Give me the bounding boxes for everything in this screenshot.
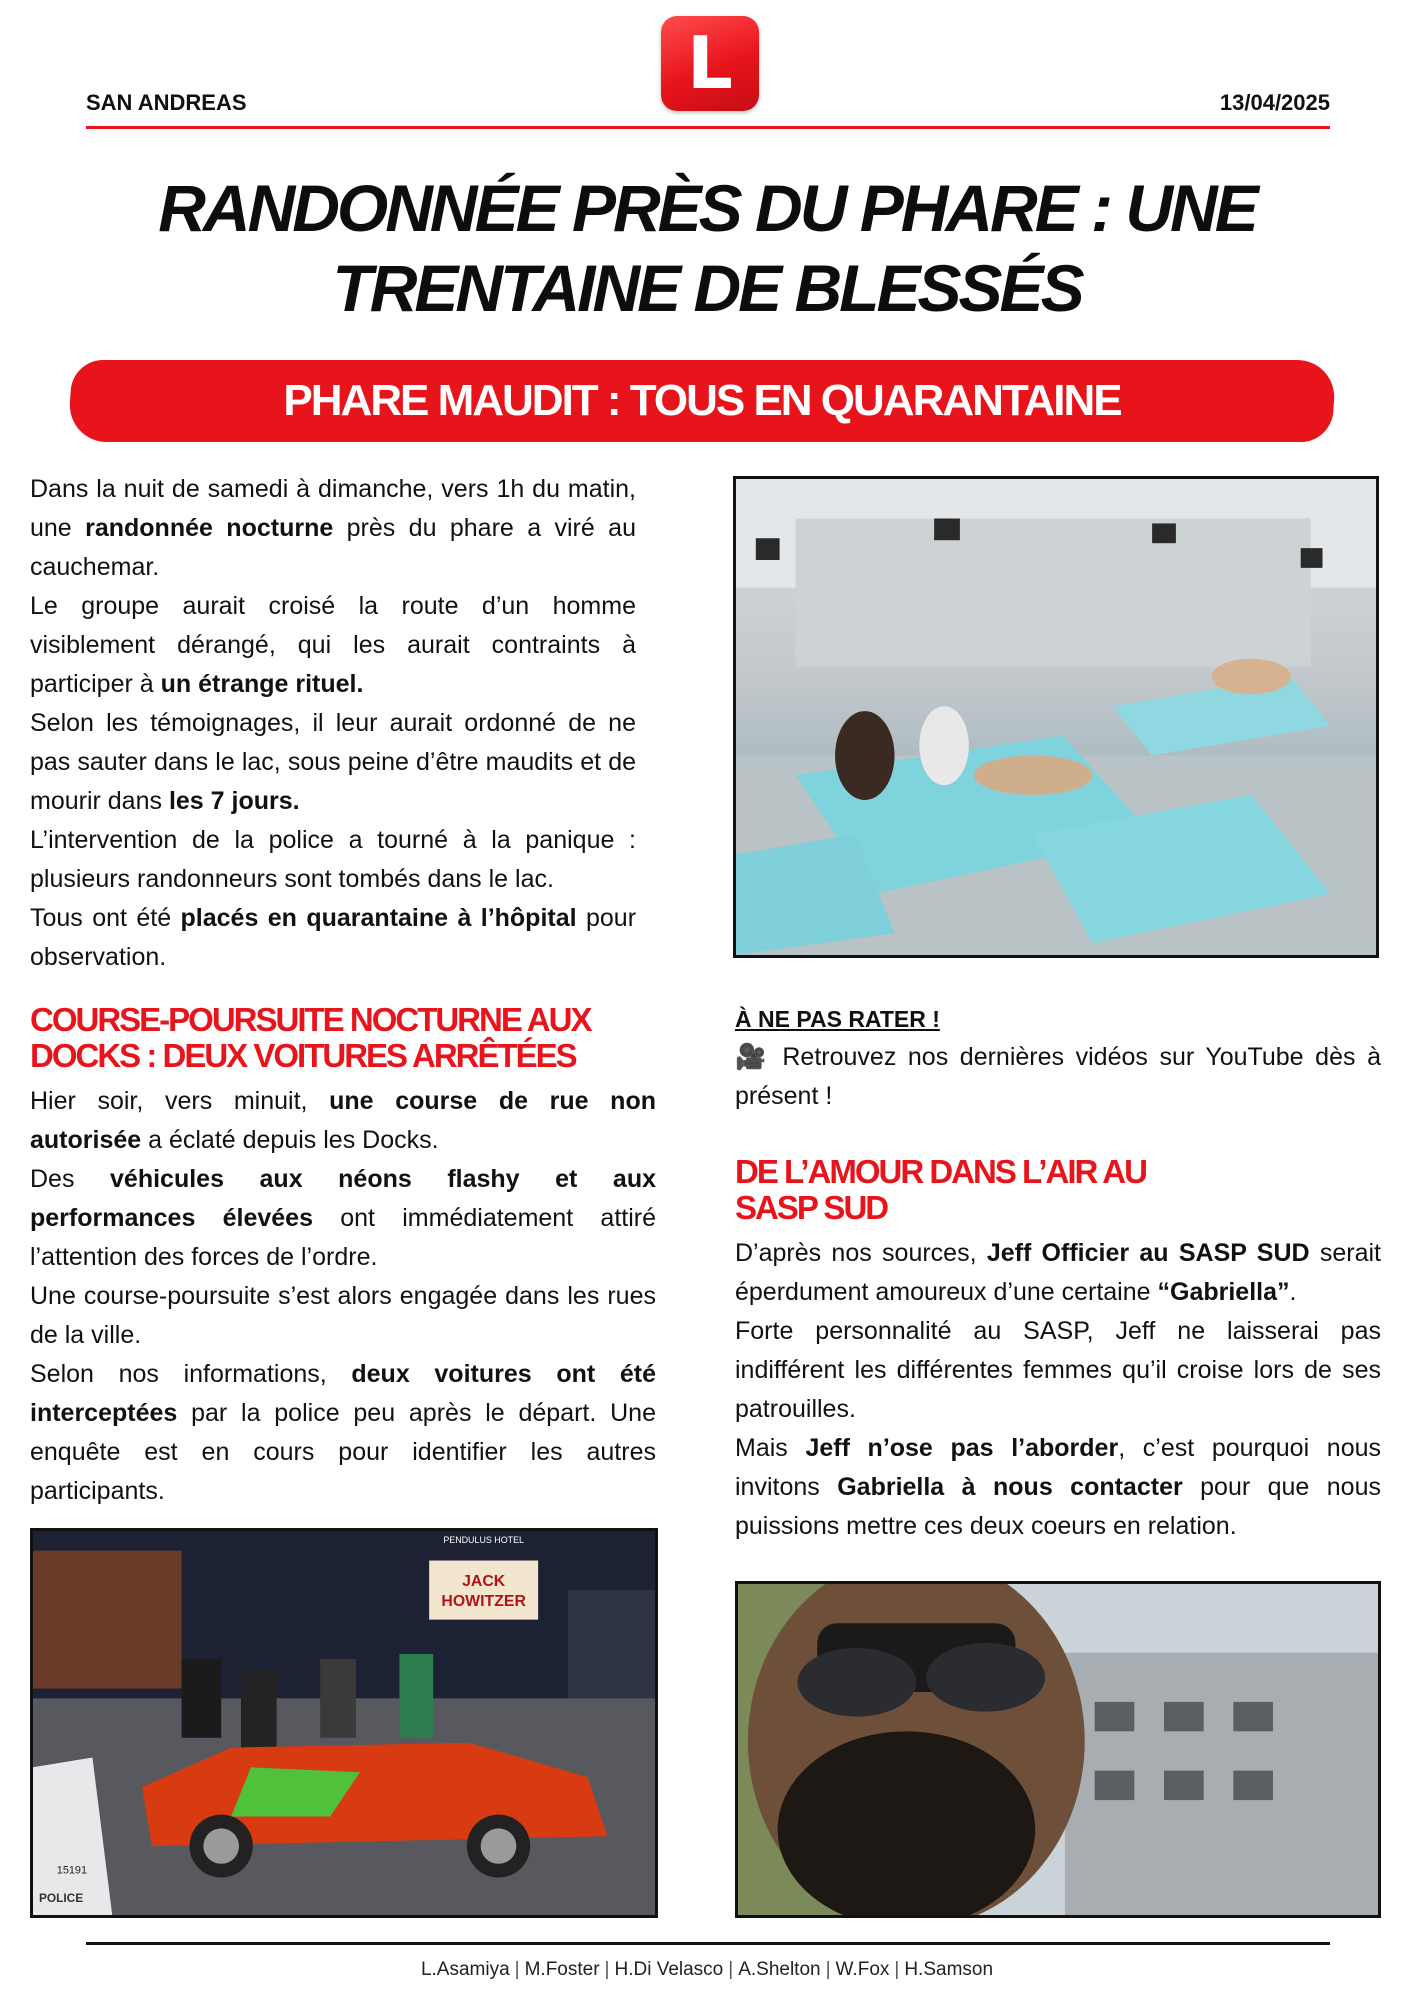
article-love-body [735, 1234, 1381, 1546]
dont-miss-tagline: À NE PAS RATER ! [735, 1006, 940, 1032]
youtube-promo [735, 1038, 1381, 1116]
title-line: DOCKS : DEUX VOITURES ARRÊTÉES [30, 1037, 576, 1074]
paragraph: Selon les témoignages, il leur aurait ordonné de ne pas sauter dans le lac, sous peine d’être maudits et de mourir dans les 7 jours. [30, 709, 636, 815]
newspaper-logo [661, 16, 759, 111]
credit-name: H.Samson [904, 1959, 994, 1980]
police-car-text: POLICE [38, 1891, 84, 1906]
paragraph: Hier soir, vers minuit, une course de rue non autorisée a éclaté depuis les Docks. [30, 1087, 656, 1154]
subheadline-banner: PHARE MAUDIT : TOUS EN QUARANTAINE [283, 376, 1121, 425]
paragraph: Une course-poursuite s’est alors engagée dans les rues de la ville. [30, 1282, 656, 1349]
hospital-photo [733, 476, 1379, 958]
title-line: SASP SUD [735, 1189, 888, 1226]
main-headline [80, 168, 1334, 328]
title-line: COURSE-POURSUITE NOCTURNE AUX [30, 1001, 591, 1038]
article-street-race-body [30, 1082, 656, 1511]
credit-name: M.Foster [524, 1959, 600, 1980]
hotel-sign: PENDULUS HOTEL [443, 1534, 524, 1545]
paragraph: Selon nos informations, deux voitures ont été interceptées par la police peu après le départ. Une enquête est en cours pour identifier les autres participants. [30, 1360, 656, 1505]
paragraph: Mais Jeff n’ose pas l’aborder, c’est pourquoi nous invitons Gabriella à nous contacter pour que nous puissions mettre ces deux coeurs en relation. [735, 1434, 1381, 1540]
logo-letter: L [687, 21, 733, 105]
headline-line-2: TRENTAINE DE BLESSÉS [332, 251, 1082, 325]
footer-divider [86, 1942, 1330, 1945]
officer-selfie-photo [735, 1581, 1381, 1918]
header-divider [86, 126, 1330, 129]
paragraph: Dans la nuit de samedi à dimanche, vers 1h du matin, une randonnée nocturne près du phare a viré au cauchemar. [30, 475, 636, 581]
billboard-line-1: JACK [462, 1573, 506, 1591]
paragraph: 🎥 Retrouvez nos dernières vidéos sur YouTube dès à présent ! [735, 1043, 1381, 1110]
paragraph: L’intervention de la police a tourné à la panique : plusieurs randonneurs sont tombés dans le lac. [30, 826, 636, 893]
paragraph: Forte personnalité au SASP, Jeff ne laisserai pas indifférent les différentes femmes qu’il croise lors de ses patrouilles. [735, 1317, 1381, 1423]
credit-name: H.Di Velasco [614, 1959, 724, 1980]
credit-name: W.Fox [835, 1959, 890, 1980]
billboard-line-2: HOWITZER [441, 1592, 526, 1610]
video-camera-icon: 🎥 [735, 1043, 771, 1071]
title-line: DE L’AMOUR DANS L’AIR AU [735, 1153, 1146, 1190]
car-plate: 15191 [56, 1864, 88, 1877]
street-race-photo [30, 1528, 658, 1918]
article-street-race-title [30, 1002, 670, 1074]
article-lighthouse-body [30, 470, 636, 977]
paragraph: Le groupe aurait croisé la route d’un homme visiblement dérangé, qui les aurait contraints à participer à un étrange rituel. [30, 592, 636, 698]
footer-credits: L.Asamiya | M.Foster | H.Di Velasco | A.Shelton | W.Fox | H.Samson [420, 1959, 994, 1980]
credit-name: A.Shelton [738, 1959, 821, 1980]
paragraph: Tous ont été placés en quarantaine à l’hôpital pour observation. [30, 904, 637, 971]
header-location: SAN ANDREAS [86, 90, 247, 115]
headline-line-1: RANDONNÉE PRÈS DU PHARE : UNE [158, 171, 1256, 245]
credit-name: L.Asamiya [420, 1959, 510, 1980]
article-love-title [735, 1154, 1255, 1226]
header-date: 13/04/2025 [1219, 90, 1330, 115]
paragraph: D’après nos sources, Jeff Officier au SASP SUD serait éperdument amoureux d’une certaine “Gabriella”. [735, 1239, 1381, 1306]
paragraph: Des véhicules aux néons flashy et aux performances élevées ont immédiatement attiré l’attention des forces de l’ordre. [30, 1165, 656, 1271]
